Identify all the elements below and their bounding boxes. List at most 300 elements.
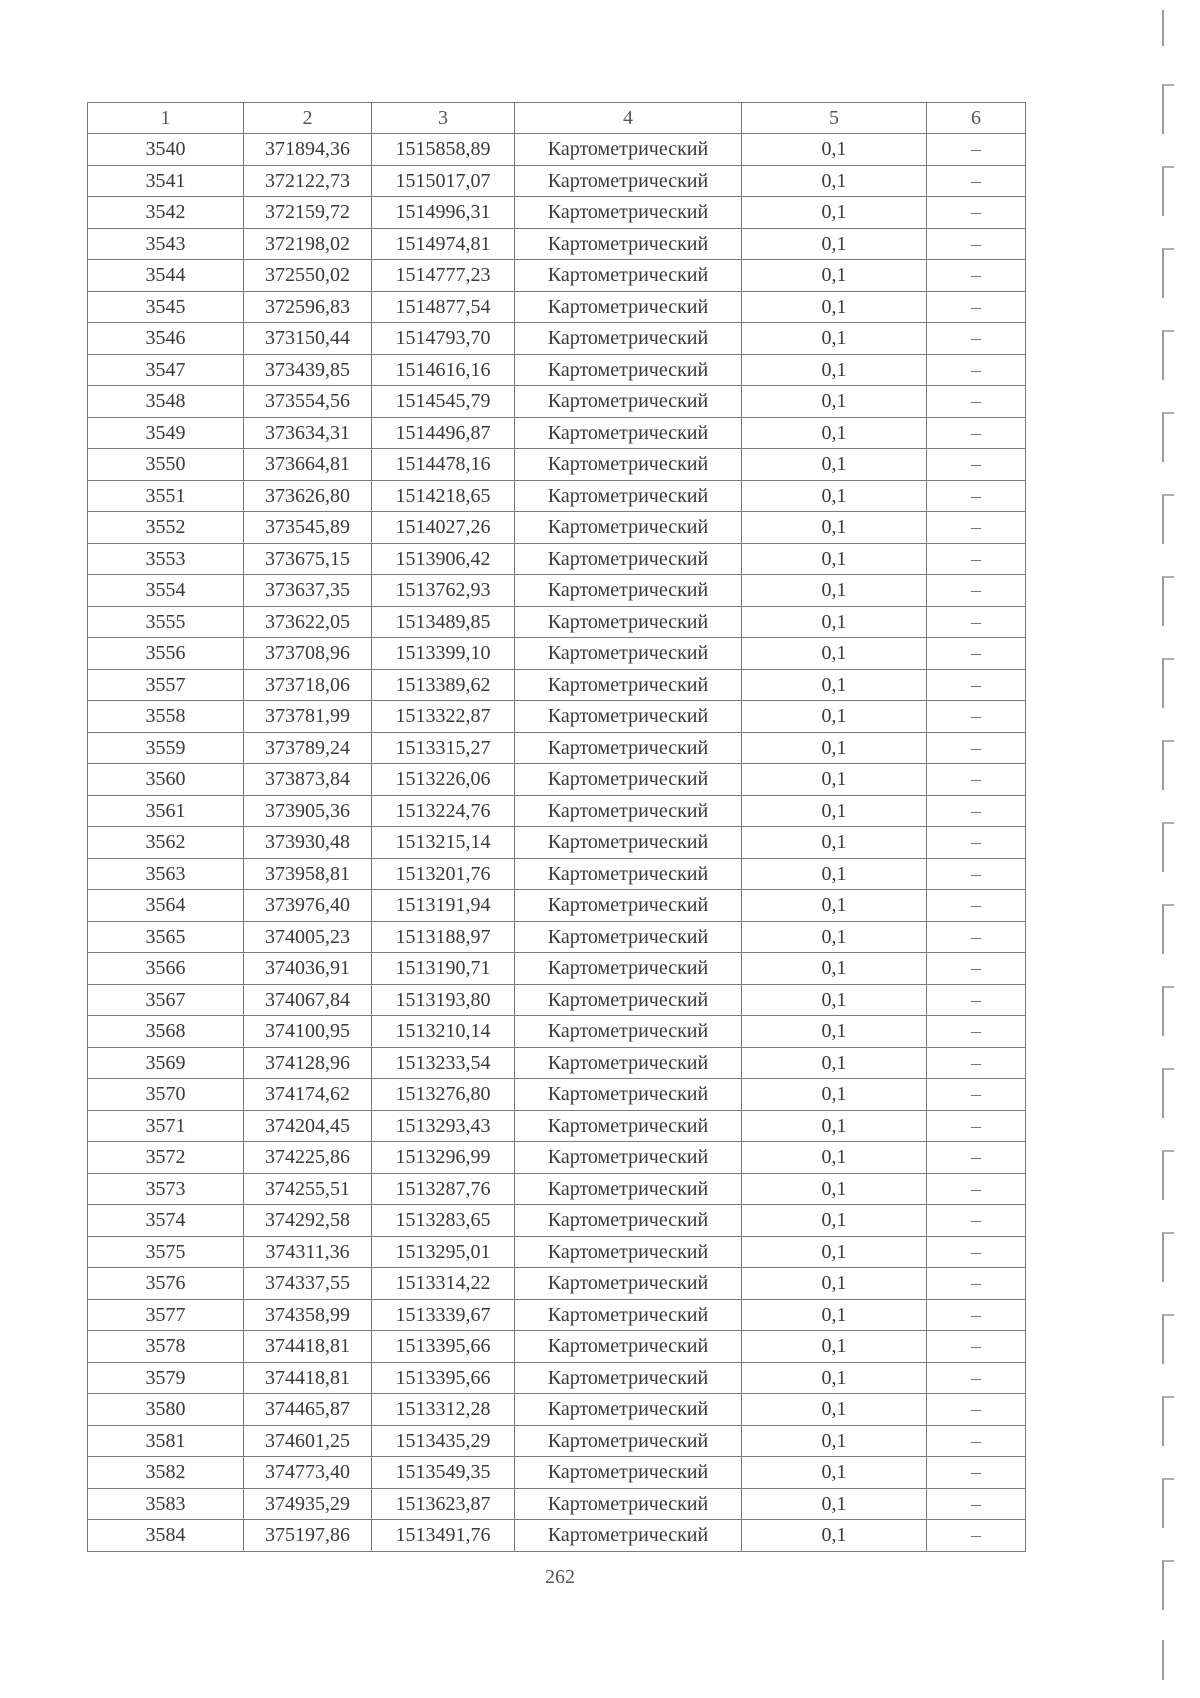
method-cell: Картометрический: [515, 984, 742, 1016]
y-coordinate-cell: 1514996,31: [372, 197, 515, 229]
x-coordinate-cell: 374005,23: [244, 921, 372, 953]
table-row: [88, 921, 1026, 953]
point-number-cell: 3543: [88, 228, 244, 260]
point-number-cell: 3579: [88, 1362, 244, 1394]
binder-mark: [1162, 1150, 1174, 1200]
point-number-cell: 3561: [88, 795, 244, 827]
y-coordinate-cell: 1513399,10: [372, 638, 515, 670]
point-number-cell: 3554: [88, 575, 244, 607]
note-cell: –: [927, 701, 1026, 733]
x-coordinate-cell: 373708,96: [244, 638, 372, 670]
table-row: [88, 858, 1026, 890]
x-coordinate-cell: 374255,51: [244, 1173, 372, 1205]
x-coordinate-cell: 373637,35: [244, 575, 372, 607]
method-cell: Картометрический: [515, 1173, 742, 1205]
accuracy-cell: 0,1: [742, 1299, 927, 1331]
point-number-cell: 3566: [88, 953, 244, 985]
accuracy-cell: 0,1: [742, 260, 927, 292]
method-cell: Картометрический: [515, 1362, 742, 1394]
method-cell: Картометрический: [515, 575, 742, 607]
note-cell: –: [927, 354, 1026, 386]
y-coordinate-cell: 1513191,94: [372, 890, 515, 922]
y-coordinate-cell: 1513435,29: [372, 1425, 515, 1457]
accuracy-cell: 0,1: [742, 354, 927, 386]
method-cell: Картометрический: [515, 638, 742, 670]
y-coordinate-cell: 1513395,66: [372, 1362, 515, 1394]
column-header-1: 1: [88, 103, 244, 134]
method-cell: Картометрический: [515, 764, 742, 796]
column-header-3: 3: [372, 103, 515, 134]
point-number-cell: 3544: [88, 260, 244, 292]
x-coordinate-cell: 374418,81: [244, 1362, 372, 1394]
note-cell: –: [927, 1331, 1026, 1363]
x-coordinate-cell: 373789,24: [244, 732, 372, 764]
binder-mark: [1162, 576, 1174, 626]
table-row: [88, 134, 1026, 166]
binder-mark: [1162, 330, 1174, 380]
y-coordinate-cell: 1513193,80: [372, 984, 515, 1016]
accuracy-cell: 0,1: [742, 1173, 927, 1205]
x-coordinate-cell: 372596,83: [244, 291, 372, 323]
x-coordinate-cell: 373554,56: [244, 386, 372, 418]
accuracy-cell: 0,1: [742, 1268, 927, 1300]
point-number-cell: 3567: [88, 984, 244, 1016]
x-coordinate-cell: 372198,02: [244, 228, 372, 260]
note-cell: –: [927, 1299, 1026, 1331]
method-cell: Картометрический: [515, 260, 742, 292]
accuracy-cell: 0,1: [742, 291, 927, 323]
point-number-cell: 3578: [88, 1331, 244, 1363]
table-row: [88, 953, 1026, 985]
table-row: [88, 291, 1026, 323]
method-cell: Картометрический: [515, 1110, 742, 1142]
note-cell: –: [927, 134, 1026, 166]
table-row: [88, 1331, 1026, 1363]
accuracy-cell: 0,1: [742, 386, 927, 418]
point-number-cell: 3558: [88, 701, 244, 733]
y-coordinate-cell: 1515858,89: [372, 134, 515, 166]
method-cell: Картометрический: [515, 953, 742, 985]
point-number-cell: 3546: [88, 323, 244, 355]
note-cell: –: [927, 1425, 1026, 1457]
point-number-cell: 3572: [88, 1142, 244, 1174]
y-coordinate-cell: 1513906,42: [372, 543, 515, 575]
point-number-cell: 3552: [88, 512, 244, 544]
page-number: 262: [545, 1566, 575, 1588]
accuracy-cell: 0,1: [742, 480, 927, 512]
note-cell: –: [927, 260, 1026, 292]
x-coordinate-cell: 374465,87: [244, 1394, 372, 1426]
x-coordinate-cell: 373930,48: [244, 827, 372, 859]
binder-mark: [1162, 1478, 1174, 1528]
point-number-cell: 3545: [88, 291, 244, 323]
method-cell: Картометрический: [515, 606, 742, 638]
accuracy-cell: 0,1: [742, 512, 927, 544]
table-row: [88, 543, 1026, 575]
y-coordinate-cell: 1513339,67: [372, 1299, 515, 1331]
accuracy-cell: 0,1: [742, 638, 927, 670]
point-number-cell: 3581: [88, 1425, 244, 1457]
x-coordinate-cell: 374174,62: [244, 1079, 372, 1111]
table-row: [88, 1079, 1026, 1111]
method-cell: Картометрический: [515, 1394, 742, 1426]
point-number-cell: 3582: [88, 1457, 244, 1489]
x-coordinate-cell: 373622,05: [244, 606, 372, 638]
y-coordinate-cell: 1513296,99: [372, 1142, 515, 1174]
note-cell: –: [927, 1394, 1026, 1426]
point-number-cell: 3584: [88, 1520, 244, 1552]
header-row: [88, 103, 1026, 134]
y-coordinate-cell: 1513224,76: [372, 795, 515, 827]
note-cell: –: [927, 638, 1026, 670]
y-coordinate-cell: 1513491,76: [372, 1520, 515, 1552]
x-coordinate-cell: 374935,29: [244, 1488, 372, 1520]
y-coordinate-cell: 1513312,28: [372, 1394, 515, 1426]
point-number-cell: 3549: [88, 417, 244, 449]
accuracy-cell: 0,1: [742, 165, 927, 197]
table-row: [88, 260, 1026, 292]
table-row: [88, 323, 1026, 355]
y-coordinate-cell: 1514793,70: [372, 323, 515, 355]
point-number-cell: 3575: [88, 1236, 244, 1268]
method-cell: Картометрический: [515, 512, 742, 544]
table-row: [88, 1425, 1026, 1457]
accuracy-cell: 0,1: [742, 890, 927, 922]
y-coordinate-cell: 1514877,54: [372, 291, 515, 323]
accuracy-cell: 0,1: [742, 1047, 927, 1079]
binder-mark: [1162, 84, 1174, 134]
accuracy-cell: 0,1: [742, 543, 927, 575]
accuracy-cell: 0,1: [742, 921, 927, 953]
table-row: [88, 197, 1026, 229]
note-cell: –: [927, 543, 1026, 575]
accuracy-cell: 0,1: [742, 575, 927, 607]
x-coordinate-cell: 373976,40: [244, 890, 372, 922]
method-cell: Картометрический: [515, 1142, 742, 1174]
y-coordinate-cell: 1513623,87: [372, 1488, 515, 1520]
binder-mark: [1162, 904, 1174, 954]
accuracy-cell: 0,1: [742, 1331, 927, 1363]
point-number-cell: 3562: [88, 827, 244, 859]
method-cell: Картометрический: [515, 417, 742, 449]
table-row: [88, 512, 1026, 544]
point-number-cell: 3574: [88, 1205, 244, 1237]
note-cell: –: [927, 1142, 1026, 1174]
accuracy-cell: 0,1: [742, 732, 927, 764]
accuracy-cell: 0,1: [742, 1205, 927, 1237]
accuracy-cell: 0,1: [742, 228, 927, 260]
point-number-cell: 3583: [88, 1488, 244, 1520]
point-number-cell: 3551: [88, 480, 244, 512]
table-row: [88, 1173, 1026, 1205]
note-cell: –: [927, 228, 1026, 260]
x-coordinate-cell: 373439,85: [244, 354, 372, 386]
note-cell: –: [927, 1488, 1026, 1520]
x-coordinate-cell: 374225,86: [244, 1142, 372, 1174]
note-cell: –: [927, 386, 1026, 418]
note-cell: –: [927, 921, 1026, 953]
accuracy-cell: 0,1: [742, 449, 927, 481]
x-coordinate-cell: 374204,45: [244, 1110, 372, 1142]
accuracy-cell: 0,1: [742, 984, 927, 1016]
point-number-cell: 3576: [88, 1268, 244, 1300]
note-cell: –: [927, 291, 1026, 323]
x-coordinate-cell: 374311,36: [244, 1236, 372, 1268]
note-cell: –: [927, 512, 1026, 544]
binder-mark: [1162, 658, 1174, 708]
x-coordinate-cell: 373626,80: [244, 480, 372, 512]
table-row: [88, 1268, 1026, 1300]
table-row: [88, 1394, 1026, 1426]
method-cell: Картометрический: [515, 228, 742, 260]
table-row: [88, 1488, 1026, 1520]
x-coordinate-cell: 374601,25: [244, 1425, 372, 1457]
note-cell: –: [927, 417, 1026, 449]
accuracy-cell: 0,1: [742, 1016, 927, 1048]
table-row: [88, 701, 1026, 733]
table-row: [88, 165, 1026, 197]
x-coordinate-cell: 372159,72: [244, 197, 372, 229]
table-row: [88, 1016, 1026, 1048]
x-coordinate-cell: 374292,58: [244, 1205, 372, 1237]
x-coordinate-cell: 372122,73: [244, 165, 372, 197]
accuracy-cell: 0,1: [742, 669, 927, 701]
accuracy-cell: 0,1: [742, 795, 927, 827]
x-coordinate-cell: 373718,06: [244, 669, 372, 701]
x-coordinate-cell: 375197,86: [244, 1520, 372, 1552]
point-number-cell: 3563: [88, 858, 244, 890]
y-coordinate-cell: 1514777,23: [372, 260, 515, 292]
method-cell: Картометрический: [515, 1205, 742, 1237]
method-cell: Картометрический: [515, 921, 742, 953]
table-row: [88, 386, 1026, 418]
y-coordinate-cell: 1513210,14: [372, 1016, 515, 1048]
y-coordinate-cell: 1514027,26: [372, 512, 515, 544]
note-cell: –: [927, 953, 1026, 985]
point-number-cell: 3573: [88, 1173, 244, 1205]
accuracy-cell: 0,1: [742, 1520, 927, 1552]
method-cell: Картометрический: [515, 543, 742, 575]
table-row: [88, 575, 1026, 607]
note-cell: –: [927, 1362, 1026, 1394]
note-cell: –: [927, 1110, 1026, 1142]
accuracy-cell: 0,1: [742, 197, 927, 229]
y-coordinate-cell: 1513549,35: [372, 1457, 515, 1489]
x-coordinate-cell: 373905,36: [244, 795, 372, 827]
accuracy-cell: 0,1: [742, 1079, 927, 1111]
point-number-cell: 3556: [88, 638, 244, 670]
table-row: [88, 890, 1026, 922]
note-cell: –: [927, 984, 1026, 1016]
x-coordinate-cell: 374036,91: [244, 953, 372, 985]
binder-mark: [1162, 248, 1174, 298]
point-number-cell: 3541: [88, 165, 244, 197]
accuracy-cell: 0,1: [742, 1236, 927, 1268]
method-cell: Картометрический: [515, 1047, 742, 1079]
method-cell: Картометрический: [515, 165, 742, 197]
note-cell: –: [927, 1268, 1026, 1300]
table-body: [88, 134, 1026, 1552]
table-row: [88, 606, 1026, 638]
binder-mark: [1162, 1232, 1174, 1282]
y-coordinate-cell: 1513190,71: [372, 953, 515, 985]
y-coordinate-cell: 1513276,80: [372, 1079, 515, 1111]
method-cell: Картометрический: [515, 827, 742, 859]
binder-mark: [1162, 822, 1174, 872]
point-number-cell: 3571: [88, 1110, 244, 1142]
point-number-cell: 3577: [88, 1299, 244, 1331]
method-cell: Картометрический: [515, 134, 742, 166]
x-coordinate-cell: 373634,31: [244, 417, 372, 449]
note-cell: –: [927, 197, 1026, 229]
point-number-cell: 3580: [88, 1394, 244, 1426]
method-cell: Картометрический: [515, 291, 742, 323]
y-coordinate-cell: 1514616,16: [372, 354, 515, 386]
y-coordinate-cell: 1513215,14: [372, 827, 515, 859]
table-row: [88, 669, 1026, 701]
column-header-2: 2: [244, 103, 372, 134]
accuracy-cell: 0,1: [742, 1457, 927, 1489]
method-cell: Картометрический: [515, 1079, 742, 1111]
table-row: [88, 638, 1026, 670]
method-cell: Картометрический: [515, 323, 742, 355]
note-cell: –: [927, 1520, 1026, 1552]
table-row: [88, 1236, 1026, 1268]
point-number-cell: 3540: [88, 134, 244, 166]
point-number-cell: 3542: [88, 197, 244, 229]
point-number-cell: 3564: [88, 890, 244, 922]
x-coordinate-cell: 373675,15: [244, 543, 372, 575]
column-header-4: 4: [515, 103, 742, 134]
x-coordinate-cell: 373664,81: [244, 449, 372, 481]
y-coordinate-cell: 1513293,43: [372, 1110, 515, 1142]
method-cell: Картометрический: [515, 449, 742, 481]
x-coordinate-cell: 373545,89: [244, 512, 372, 544]
x-coordinate-cell: 374128,96: [244, 1047, 372, 1079]
accuracy-cell: 0,1: [742, 606, 927, 638]
note-cell: –: [927, 323, 1026, 355]
table-row: [88, 1205, 1026, 1237]
accuracy-cell: 0,1: [742, 134, 927, 166]
y-coordinate-cell: 1513226,06: [372, 764, 515, 796]
y-coordinate-cell: 1513295,01: [372, 1236, 515, 1268]
accuracy-cell: 0,1: [742, 764, 927, 796]
note-cell: –: [927, 1016, 1026, 1048]
x-coordinate-cell: 373873,84: [244, 764, 372, 796]
note-cell: –: [927, 1047, 1026, 1079]
table-row: [88, 449, 1026, 481]
table-row: [88, 1047, 1026, 1079]
note-cell: –: [927, 1457, 1026, 1489]
point-number-cell: 3557: [88, 669, 244, 701]
accuracy-cell: 0,1: [742, 827, 927, 859]
y-coordinate-cell: 1513389,62: [372, 669, 515, 701]
accuracy-cell: 0,1: [742, 323, 927, 355]
point-number-cell: 3565: [88, 921, 244, 953]
y-coordinate-cell: 1513762,93: [372, 575, 515, 607]
binder-mark: [1162, 1396, 1174, 1446]
y-coordinate-cell: 1513489,85: [372, 606, 515, 638]
y-coordinate-cell: 1514478,16: [372, 449, 515, 481]
method-cell: Картометрический: [515, 890, 742, 922]
accuracy-cell: 0,1: [742, 1488, 927, 1520]
method-cell: Картометрический: [515, 795, 742, 827]
column-header-6: 6: [927, 103, 1026, 134]
table-row: [88, 417, 1026, 449]
method-cell: Картометрический: [515, 858, 742, 890]
method-cell: Картометрический: [515, 1520, 742, 1552]
y-coordinate-cell: 1513314,22: [372, 1268, 515, 1300]
point-number-cell: 3555: [88, 606, 244, 638]
accuracy-cell: 0,1: [742, 953, 927, 985]
y-coordinate-cell: 1513322,87: [372, 701, 515, 733]
method-cell: Картометрический: [515, 480, 742, 512]
binder-mark: [1162, 10, 1174, 46]
binder-mark: [1162, 1560, 1174, 1610]
accuracy-cell: 0,1: [742, 701, 927, 733]
point-number-cell: 3548: [88, 386, 244, 418]
y-coordinate-cell: 1514496,87: [372, 417, 515, 449]
y-coordinate-cell: 1513233,54: [372, 1047, 515, 1079]
x-coordinate-cell: 374358,99: [244, 1299, 372, 1331]
note-cell: –: [927, 827, 1026, 859]
point-number-cell: 3553: [88, 543, 244, 575]
table-row: [88, 1457, 1026, 1489]
table-row: [88, 984, 1026, 1016]
y-coordinate-cell: 1513287,76: [372, 1173, 515, 1205]
table-row: [88, 228, 1026, 260]
note-cell: –: [927, 1173, 1026, 1205]
note-cell: –: [927, 890, 1026, 922]
method-cell: Картометрический: [515, 732, 742, 764]
table-row: [88, 1110, 1026, 1142]
note-cell: –: [927, 165, 1026, 197]
note-cell: –: [927, 732, 1026, 764]
x-coordinate-cell: 374773,40: [244, 1457, 372, 1489]
method-cell: Картометрический: [515, 386, 742, 418]
point-number-cell: 3560: [88, 764, 244, 796]
y-coordinate-cell: 1513201,76: [372, 858, 515, 890]
note-cell: –: [927, 1079, 1026, 1111]
table-row: [88, 1142, 1026, 1174]
table-row: [88, 354, 1026, 386]
table-row: [88, 1520, 1026, 1552]
point-number-cell: 3547: [88, 354, 244, 386]
binder-mark: [1162, 740, 1174, 790]
binder-mark: [1162, 494, 1174, 544]
y-coordinate-cell: 1514218,65: [372, 480, 515, 512]
y-coordinate-cell: 1514545,79: [372, 386, 515, 418]
x-coordinate-cell: 373150,44: [244, 323, 372, 355]
y-coordinate-cell: 1513283,65: [372, 1205, 515, 1237]
table-row: [88, 764, 1026, 796]
point-number-cell: 3569: [88, 1047, 244, 1079]
x-coordinate-cell: 374337,55: [244, 1268, 372, 1300]
y-coordinate-cell: 1513188,97: [372, 921, 515, 953]
method-cell: Картометрический: [515, 669, 742, 701]
method-cell: Картометрический: [515, 197, 742, 229]
binder-mark: [1162, 1314, 1174, 1364]
note-cell: –: [927, 1236, 1026, 1268]
point-number-cell: 3568: [88, 1016, 244, 1048]
point-number-cell: 3559: [88, 732, 244, 764]
method-cell: Картометрический: [515, 1457, 742, 1489]
y-coordinate-cell: 1513395,66: [372, 1331, 515, 1363]
point-number-cell: 3550: [88, 449, 244, 481]
x-coordinate-cell: 374067,84: [244, 984, 372, 1016]
method-cell: Картометрический: [515, 1236, 742, 1268]
point-number-cell: 3570: [88, 1079, 244, 1111]
